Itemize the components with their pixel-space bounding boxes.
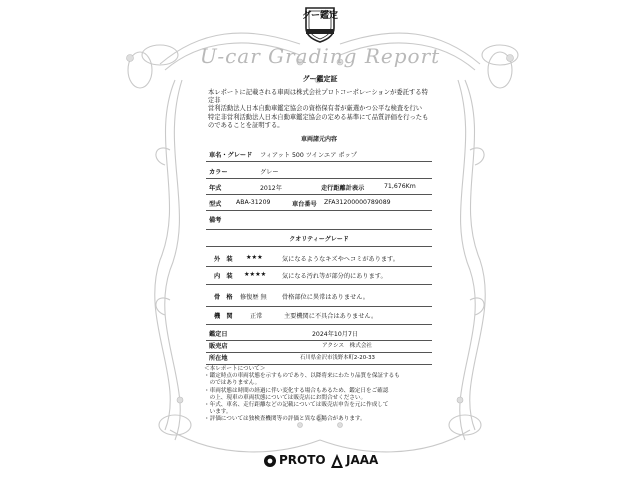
divider — [206, 364, 432, 365]
engine-value: 正常 — [250, 313, 263, 320]
intro-line: 特定非営利活動法人日本自動車鑑定協会の定める基準にて品質評価を行ったも — [208, 113, 429, 121]
interior-row — [206, 268, 432, 282]
divider — [206, 324, 432, 325]
goo-crest-logo — [300, 4, 340, 44]
model-value: ABA-31209 — [236, 199, 271, 206]
model-label: 型式 — [209, 201, 222, 208]
divider — [206, 178, 432, 179]
jaaa-mark-icon — [331, 454, 343, 468]
frame-value: 修復歴 無 — [240, 294, 267, 301]
notes-heading: ＜本レポートについて＞ — [204, 366, 266, 372]
address-label: 所在地 — [209, 355, 228, 362]
exterior-label: 外 装 — [214, 256, 233, 263]
divider — [206, 194, 432, 195]
divider — [206, 306, 432, 307]
crest-logo-text: グー鑑定 — [301, 11, 338, 21]
chassis-label: 車台番号 — [292, 201, 317, 208]
vehicle-name-label: 車名・グレード — [209, 152, 253, 159]
divider — [206, 161, 432, 162]
exterior-comment: 気になるようなキズやヘコミがあります。 — [282, 256, 399, 263]
date-label: 鑑定日 — [209, 331, 228, 338]
divider — [206, 284, 432, 285]
vehicle-name-value: フィアット 500 ツインエア ポップ — [260, 152, 357, 159]
color-label: カラー — [209, 169, 228, 176]
proto-mark-icon — [263, 454, 277, 468]
engine-row — [206, 308, 432, 322]
year-label: 年式 — [209, 185, 222, 192]
divider — [206, 266, 432, 267]
note-line: ・評価については独検査機関等の評価と異なる場合があります。 — [204, 416, 366, 423]
model-chassis-row — [206, 196, 432, 210]
note-line: ・鑑定時点の車両状態を示すものであり、以降将来にわたり品質を保証するも — [204, 373, 400, 380]
intro-line: のであることを証明する。 — [208, 121, 284, 129]
dealer-label: 販売店 — [209, 343, 228, 350]
exterior-row — [206, 251, 432, 265]
address-value: 石川県金沢市浅野本町2-20-33 — [300, 355, 375, 361]
intro-paragraph — [208, 89, 434, 130]
engine-comment: 主要機関に不具合はありません。 — [284, 313, 378, 320]
remarks-label: 備考 — [209, 217, 222, 224]
date-value: 2024年10月7日 — [312, 331, 359, 338]
note-line: ・年式、車名、走行距離などの記載については販売店申告を元に作成して — [204, 402, 389, 409]
note-line: ・車両状態は時間の経過に伴い変化する場合もあるため、鑑定日をご確認 — [204, 387, 389, 394]
proto-logo: PROTO — [279, 453, 326, 467]
color-value: グレー — [260, 169, 279, 176]
note-line: います。 — [204, 409, 232, 416]
intro-line: 営利活動法人日本自動車鑑定協会の資格保有者が厳選かつ公平な検査を行い — [208, 105, 423, 113]
vehicle-name-row — [206, 147, 432, 161]
address-row — [206, 350, 432, 364]
frame-comment: 骨格部位に異常はありません。 — [282, 294, 369, 301]
year-mileage-row — [206, 180, 432, 194]
jaaa-logo: JAAA — [346, 453, 379, 467]
engine-label: 機 関 — [214, 313, 233, 320]
interior-stars: ★★★★ — [244, 271, 267, 278]
quality-section-title: クオリティーグレード — [289, 236, 349, 243]
note-line: のではありません。 — [204, 380, 261, 387]
interior-comment: 気になる汚れ等が部分的にあります。 — [282, 273, 387, 280]
dealer-value: アクシス 株式会社 — [322, 343, 373, 349]
year-value: 2012年 — [260, 185, 282, 192]
mileage-label: 走行距離計表示 — [321, 185, 365, 192]
divider — [206, 246, 432, 247]
note-line: の上、現車の車両状態については販売店にお問合せください。 — [204, 394, 367, 401]
report-notes — [204, 366, 436, 424]
chassis-value: ZFA31200000789089 — [324, 199, 391, 206]
interior-label: 内 装 — [214, 273, 233, 280]
certificate-title: グー鑑定証 — [302, 75, 338, 83]
vehicle-section-title: 車両諸元内容 — [300, 136, 337, 143]
frame-row — [206, 289, 432, 303]
report-script-title: U-car Grading Report — [199, 44, 441, 68]
remarks-row — [206, 212, 432, 226]
intro-line: 本レポートに記載される車両は株式会社プロトコーポレーションが委託する特定非 — [208, 89, 428, 105]
divider — [206, 229, 432, 230]
divider — [206, 210, 432, 211]
color-row — [206, 164, 432, 178]
mileage-value: 71,676Km — [384, 183, 416, 190]
frame-label: 骨 格 — [214, 294, 233, 301]
exterior-stars: ★★★ — [246, 254, 263, 261]
